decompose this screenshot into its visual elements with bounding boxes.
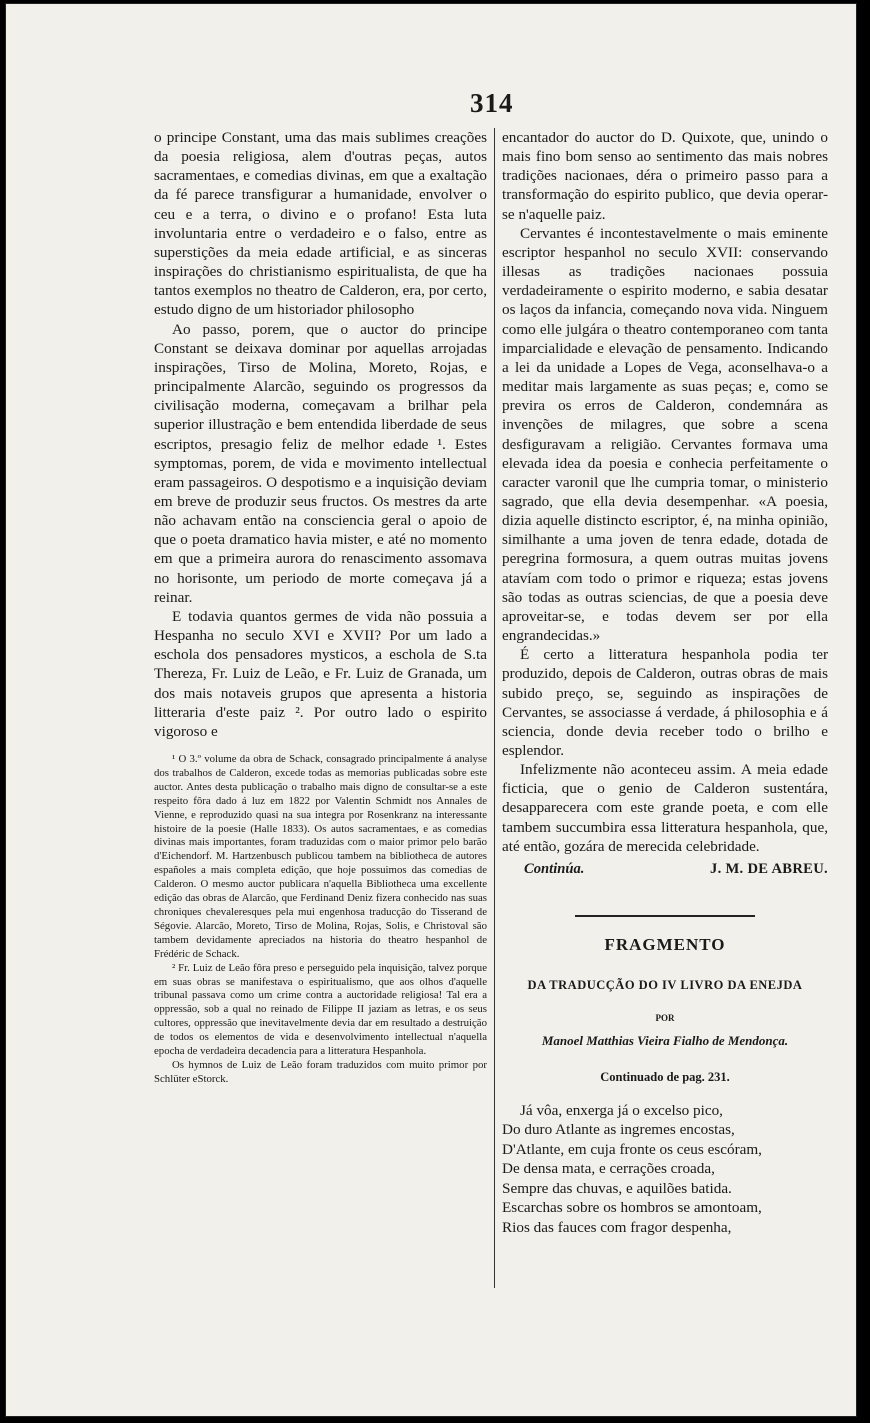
right-paragraph-1: encantador do auctor do D. Quixote, que, unindo o mais fino bom senso ao sentimento das mais nobres tradições nacionaes, déra o primeiro passo para a transformação do espirito publico, que devia operar-se n'aquelle paiz. <box>502 129 828 223</box>
left-paragraph-2: Ao passo, porem, que o auctor do principe Constant se deixava dominar por aquellas arrojadas inspirações, Tirso de Molina, Moreto, Rojas, e principalmente Alarcão, seguindo os progressos da civilisação moderna, começavam a brilhar pela superior illustração e bem entendida liberdade de seus escriptos, presagio feliz de melhor edade ¹. Estes symptomas, porem, de vida e movimento intellectual eram passageiros. O despotismo e a inquisição deviam em breve de produzir seus fructos. Os mestres da arte não achavam então na consciencia geral o apoio de que o poeta dramatico havia mister, e até no momento em que a primeira aurora do renascimento assomava no horisonte, um periodo de morte começava já a reinar. <box>154 320 487 606</box>
footnote-1: ¹ O 3.º volume da obra de Schack, consagrado principalmente á analyse dos trabalhos de Calderon, excede todas as memorias publicadas sobre este auctor. Antes desta publicação o trabalho mais digno de consultar-se a este respeito fôra dado á luz em 1822 por Valentin Schmidt nos Annales de Vienne, e reproduzido quasi na sua integra por Rosenkranz na interessante histoire de la poesie (Halle 1833). Os autos sacramentaes, e as comedias divinas mais importantes, foram traduzidas com o maior primor pelo barão d'Eichendorf. M. Hartzenbusch publicou tambem na bibliotheca de autores españoles a mais completa edição, que hoje possuimos das comedias de Calderon. O mesmo auctor publicara n'aquella Bibliotheca uma excellente edição das obras de Alarcão, que Ferdinand Deniz fizera conhecido nas suas chroniques chevaleresques pela mui engenhosa traducção do Tisserand de Ségovie. Alarcão, Moreto, Tirso de Molina, Rojas, Solis, e Christoval são tambem devidamente apreciados na historia do theatro hespanhol de Frédéric de Schack. <box>154 753 487 960</box>
verse-line: Sempre das chuvas, e aquilões batida. <box>502 1179 732 1197</box>
footnote-2: ² Fr. Luiz de Leão fôra preso e perseguido pela inquisição, talvez porque em suas obras se manifestava o espiritualismo, que aos olhos d'aquelle tribunal passava como um crime contra a auctoridade religiosa! Tal era a oppressão, sob a qual no reinado de Filippe II jaziam as letras, e os seus cultores, oppressão que inevitavelmente devia dar em resultado a destruição de todos os elementos de vida e desenvolvimento intellectual n'aquella epocha de verdadeira decadencia para a litteratura Hespanhola. <box>154 961 487 1058</box>
author-signature: J. M. DE ABREU. <box>709 860 828 877</box>
right-column <box>502 128 828 1237</box>
verse-line: De densa mata, e cerrações croada, <box>502 1160 715 1178</box>
continua-label: Continúa. <box>524 860 585 877</box>
verse-block <box>502 1101 828 1238</box>
fragment-subtitle: DA TRADUCÇÃO DO IV LIVRO DA ENEJDA <box>527 978 803 993</box>
verse-line: Escarchas sobre os hombros se amontoam, <box>502 1199 762 1217</box>
footnote-3: Os hymnos de Luiz de Leão foram traduzidos com muito primor por Schlüter eStorck. <box>154 1058 487 1085</box>
footnotes <box>154 753 487 1087</box>
book-page <box>6 4 856 1416</box>
column-divider <box>494 128 495 1288</box>
page-number: 314 <box>470 88 514 118</box>
verse-line: D'Atlante, em cuja fronte os ceus escóram, <box>502 1140 762 1158</box>
fragment-translator: Manoel Matthias Vieira Fialho de Mendonça. <box>541 1032 789 1048</box>
fragment-title: FRAGMENTO <box>604 935 726 955</box>
verse-line: Do duro Atlante as ingremes encostas, <box>502 1121 735 1139</box>
fragment-por: POR <box>655 1013 675 1024</box>
right-paragraph-3: É certo a litteratura hespanhola podia ter produzido, depois de Calderon, outras obras de mais subido preço, se, seguindo as inspirações de Cervantes, se associasse á verdade, á philosophia e á sciencia, donde devia receber todo o brilho e esplendor. <box>502 646 828 759</box>
section-separator <box>575 915 755 917</box>
signature-line <box>502 860 828 879</box>
left-paragraph-1: o principe Constant, uma das mais sublimes creações da poesia religiosa, alem d'outras peças, autos sacramentaes, e comedias divinas, em que a exaltação da fé parece transfigurar a humanidade, envolver o ceu e a terra, o divino e o profano! Esta luta involuntaria entre o verdadeiro e o falso, entre as superstições da meia edade artificial, e as sinceras inspirações do christianismo espiritualista, de que ha tantos exemplos no theatro de Calderon, era, por certo, estudo digno de um historiador philosopho <box>154 129 487 319</box>
left-column <box>154 128 487 1087</box>
right-paragraph-2: Cervantes é incontestavelmente o mais eminente escriptor hespanhol no seculo XVII: conservando illesas as tradições nacionaes possuia verdadeiramente o espirito moderno, e sabia desatar os laços da infancia, começando nova vida. Ninguem como elle julgára o theatro contemporaneo com tanta imparcialidade e elevação de pensamento. Indicando a lei da unidade a Lopes de Vega, aconselhava-o a meditar mais largamente as suas peças; e, como se previra os erros de Calderon, condemnára as invenções de milagres, que sobre a scena desfiguravam a religião. Cervantes formava uma elevada idea da poesia e conhecia perfeitamente o caracter varonil que lhe cumpria tomar, o ministerio sagrado, que ella devia desempenhar. «A poesia, dizia aquelle distincto escriptor, é, na minha opinião, similhante a uma joven de tenra edade, dotada de peregrina formosura, a quem outras muitas jovens atavíam com todo o primor e riqueza; estas jovens são todas as outras sciencias, de que a poesia deve aproveitar-se, e todas devem ser por ella engrandecidas.» <box>502 224 828 645</box>
fragment-continued: Continuado de pag. 231. <box>600 1069 730 1084</box>
verse-line: Rios das fauces com fragor despenha, <box>502 1218 732 1236</box>
left-paragraph-3: E todavia quantos germes de vida não possuia a Hespanha no seculo XVI e XVII? Por um lado a eschola dos pensadores mysticos, a eschola de S.ta Thereza, Fr. Luiz de Leão, e Fr. Luiz de Granada, um dos mais notaveis grupos que apresenta a historia litteraria d'este paiz ². Por outro lado o espirito vigoroso e <box>154 607 487 740</box>
right-paragraph-4: Infelizmente não aconteceu assim. A meia edade ficticia, que o genio de Calderon sustentára, desapparecera com este grande poeta, e com elle tambem succumbira essa litteratura hespanhola, que, até então, gozára de merecida celebridade. <box>502 761 828 855</box>
verse-line: Já vôa, enxerga já o excelso pico, <box>520 1101 723 1119</box>
